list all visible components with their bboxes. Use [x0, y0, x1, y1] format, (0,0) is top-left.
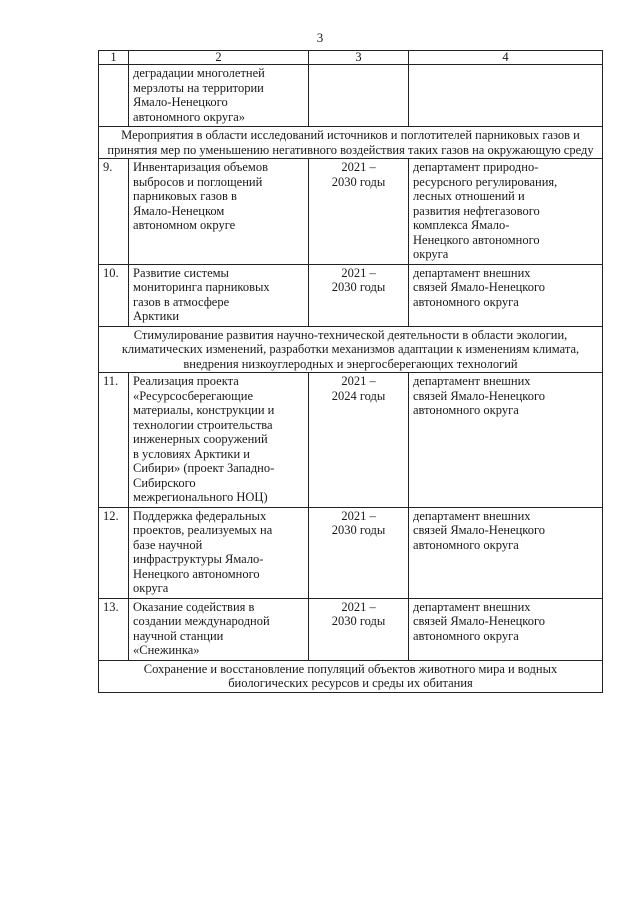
responsible-executor: [409, 65, 603, 127]
implementation-period: 2021 – 2030 годы: [309, 507, 409, 598]
section-header-row: [99, 660, 603, 692]
responsible-executor: департамент внешних связей Ямало-Ненецкого автономного округа: [409, 264, 603, 326]
measures-table: [98, 50, 603, 693]
page-number: 3: [316, 30, 324, 45]
row-number: 9.: [99, 159, 129, 265]
implementation-period: 2021 – 2030 годы: [309, 598, 409, 660]
section-title: Сохранение и восстановление популяций объектов животного мира и водных биологических ресурсов и среды их обитания: [99, 660, 603, 692]
table-header-row: [99, 51, 603, 65]
header-cell-2: 2: [129, 51, 309, 65]
measure-name: Развитие системы мониторинга парниковых газов в атмосфере Арктики: [129, 264, 309, 326]
table-row: [99, 159, 603, 265]
row-number: 11.: [99, 373, 129, 508]
section-title: Мероприятия в области исследований источников и поглотителей парниковых газов и принятия мер по уменьшению негативного воздействия таких газов на окружающую среду: [99, 127, 603, 159]
measure-name: Инвентаризация объемов выбросов и поглощений парниковых газов в Ямало-Ненецком автономном округе: [129, 159, 309, 265]
table-row: [99, 264, 603, 326]
section-header-row: [99, 326, 603, 373]
measure-name: Поддержка федеральных проектов, реализуемых на базе научной инфраструктуры Ямало- Ненецкого автономного округа: [129, 507, 309, 598]
row-number: [99, 65, 129, 127]
responsible-executor: департамент внешних связей Ямало-Ненецкого автономного округа: [409, 373, 603, 508]
section-header-row: [99, 127, 603, 159]
row-number: 10.: [99, 264, 129, 326]
measure-name: деградации многолетней мерзлоты на территории Ямало-Ненецкого автономного округа»: [129, 65, 309, 127]
header-cell-1: 1: [99, 51, 129, 65]
implementation-period: 2021 – 2024 годы: [309, 373, 409, 508]
responsible-executor: департамент внешних связей Ямало-Ненецкого автономного округа: [409, 507, 603, 598]
responsible-executor: департамент внешних связей Ямало-Ненецкого автономного округа: [409, 598, 603, 660]
implementation-period: [309, 65, 409, 127]
responsible-executor: департамент природно- ресурсного регулирования, лесных отношений и развития нефтегазового комплекса Ямало- Ненецкого автономного округа: [409, 159, 603, 265]
table-row: [99, 507, 603, 598]
implementation-period: 2021 – 2030 годы: [309, 159, 409, 265]
measure-name: Оказание содействия в создании международной научной станции «Снежинка»: [129, 598, 309, 660]
implementation-period: 2021 – 2030 годы: [309, 264, 409, 326]
row-number: 12.: [99, 507, 129, 598]
header-cell-3: 3: [309, 51, 409, 65]
section-title: Стимулирование развития научно-технической деятельности в области экологии, климатических изменений, разработки механизмов адаптации к изменениям климата, внедрения низкоуглеродных и энергосберегающих технологий: [99, 326, 603, 373]
row-number: 13.: [99, 598, 129, 660]
table-row: [99, 598, 603, 660]
header-cell-4: 4: [409, 51, 603, 65]
measure-name: Реализация проекта «Ресурсосберегающие материалы, конструкции и технологии строительства инженерных сооружений в условиях Арктики и Сибири» (проект Западно- Сибирского межрегионального НОЦ): [129, 373, 309, 508]
table-row: [99, 373, 603, 508]
table-row: [99, 65, 603, 127]
